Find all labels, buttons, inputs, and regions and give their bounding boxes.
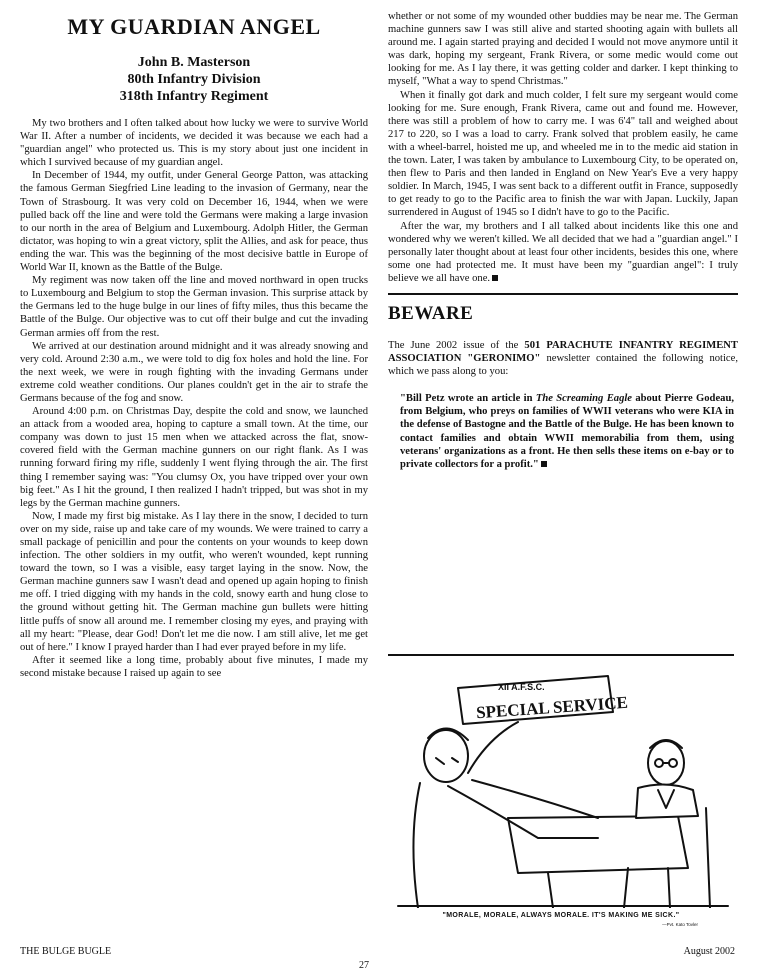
beware-intro-post: newsletter contained the following notice, which we pass along to you:: [388, 353, 738, 378]
section-divider: [388, 293, 738, 295]
article-paragraph: whether or not some of my wounded other buddies may be near me. The German machine gunners saw I was still alive and started shooting again with bullets all around me. I again started praying and decided I would not move anymore until it was dark, hoping my sergeant, Frank Rivera, or some medic would come out looking for me. As I lay there, it was getting colder and darker. I kept thinking to myself, "What a way to spend Christmas.": [388, 11, 738, 88]
sign-top-text: XII A.F.S.C.: [498, 682, 545, 692]
author-division: 80th Infantry Division: [127, 72, 261, 87]
end-mark-icon: [492, 275, 498, 281]
cartoon: [388, 654, 734, 936]
author-regiment: 318th Infantry Regiment: [119, 89, 269, 104]
beware-intro-pre: The June 2002 issue of the: [388, 339, 525, 351]
article-body-right: [388, 10, 738, 285]
right-column: [388, 10, 738, 471]
article-paragraph-text: After the war, my brothers and I all talked about incidents like this one and wondered why we weren't killed. We all decided that we had a "guardian angel." I personally later thought about at least four other incidents, besides this one, where some one had protected me. It must have been my "guardian angel": I truly believe we all have one.: [388, 220, 738, 284]
author-name: John B. Masterson: [137, 55, 251, 70]
article-title: MY GUARDIAN ANGEL: [67, 14, 321, 39]
beware-quote: [400, 392, 734, 471]
beware-heading: BEWARE: [388, 302, 474, 324]
article-paragraph-last: [388, 220, 738, 285]
article-paragraph: Around 4:00 p.m. on Christmas Day, despite the cold and snow, we launched an attack from a wooded area, hoping to capture a small town. At the time, our company was down to just 15 men when we attacked across the flat, snow-covered field with the German machine gunners on our right flank. As I was running forward firing my rifle, suddenly I went flying through the air. The first thing I remember saying was: "You clumsy Ox, you have tripped over your own big feet." As I hit the ground, I then realized I hadn't tripped, but was shot in my legs by the German machine gunners.: [20, 406, 368, 509]
article-paragraph: We arrived at our destination around midnight and it was already snowing and very cold. Around 2:30 a.m., we were told to dig fox holes and hold the line. For the next week, we were in rough fighting with the invading Germans under extreme cold weather conditions. Our planes couldn't get in the air to strafe the Germans because of the fog and snow.: [20, 340, 368, 404]
article-paragraph: My two brothers and I often talked about how lucky we were to survive World War II. After a number of incidents, we decided it was because we each had a "guardian angel" who protected us. This is my story about just one incident in which I survived because of my guardian angel.: [20, 118, 368, 169]
beware-intro: [388, 339, 738, 378]
article-paragraph: My regiment was now taken off the line and moved northward in open trucks to Luxembourg and Belgium to stop the German invasion. This surprise attack by the Germans led to the huge bulge in our lines of fifty miles, thus this became the Battle of the Bulge. Our objective was to cut off their bulge and cut the invading German armies off from the rest.: [20, 275, 368, 339]
beware-quote-body: about Pierre Godeau, from Belgium, who preys on families of WWII veterans who were KIA in the defense of Bastogne and the Battle of the Bulge. He has been known to contact families and obtain WWII memorabilia from them, using veterans' organizations as a front. He then sells these items on e-bay or to private collectors for a profit.": [400, 393, 734, 470]
beware-quote-pre: "Bill Petz wrote an article in: [400, 393, 536, 405]
byline: [20, 54, 368, 105]
cartoon-caption: "MORALE, MORALE, ALWAYS MORALE. IT'S MAKING ME SICK.": [442, 912, 680, 919]
end-mark-icon: [541, 461, 547, 467]
article-paragraph: When it finally got dark and much colder, I felt sure my sergeant would come looking for me. Sure enough, Frank Rivera, came out and found me. However, there was still a problem of how to carry me. I was 6'4" tall and weighed about 217 to 220, so I was a load to carry. Frank solved that problem easily, he came with a wheel-barrel, hoisted me up, and wheeled me in to the medic aid station in the town. Later, I was taken by ambulance to Luxembourg City, to be operated on, then flew to Paris and then landed in England on New Year's Eve a very happy soldier. In March, 1945, I was sent back to a different outfit in France, supposedly to get ready to go to the Pacific area to finish the war with Japan. Luckily, Japan surrendered in August of 1945 so I didn't have to go to the Pacific.: [388, 89, 738, 219]
article-paragraph: Now, I made my first big mistake. As I lay there in the snow, I decided to turn over on my side, raise up and take care of my wounds. We were trained to carry a small package of penicillin and pour the contents on your wounds to keep down infection. The other soldiers in my outfit, who weren't wounded, kept running toward the town, so I was a visible, easy target laying in the snow. Now, the German machine gunners saw I wasn't dead and opened up again hoping to finish me off. I tried digging with my hands in the cold, snowy earth and hung close to the ground without getting hit. The German machine gun bullets were hitting little puffs of snow all around me. I remember closing my eyes, and praying with all my heart: "Please, dear God! Don't let me die now. I am still alive, let me get out of here." I know I prayed harder than I had ever prayed before in my life.: [20, 510, 368, 653]
footer-publication: THE BULGE BUGLE: [20, 946, 112, 957]
footer-date: August 2002: [683, 946, 735, 957]
article-body-left: [20, 117, 368, 680]
cartoon-illustration: [388, 668, 734, 908]
left-column: [20, 10, 368, 680]
sign-main-text: SPECIAL SERVICE: [475, 692, 629, 723]
article-paragraph: In December of 1944, my outfit, under General George Patton, was attacking the famous German Siegfried Line leading to the invasion of Germany, near the Town of Strasbourg. It was very cold on December 16, 1944, when we were pulled back off the line and were told the Germans were making a large invasion to our north in the area of Belgium and Luxembourg. Adolph Hitler, the German dictator, was hoping to win a great victory, split the Allies, and ask for peace, thus ending the war. This was the beginning of the most decisive battle in Europe of World War II, known as the Battle of the Bulge.: [20, 170, 368, 274]
cartoon-credit: —Pvt. Kato Tovler: [662, 922, 698, 927]
beware-intro-org: 501 PARACHUTE INFANTRY REGIMENT ASSOCIATION "GERONIMO": [388, 339, 738, 365]
beware-quote-publication: The Screaming Eagle: [535, 393, 633, 405]
article-paragraph: After it seemed like a long time, probably about five minutes, I made my second mistake because I raised up again to see: [20, 654, 368, 679]
footer-page-number: 27: [359, 960, 369, 971]
